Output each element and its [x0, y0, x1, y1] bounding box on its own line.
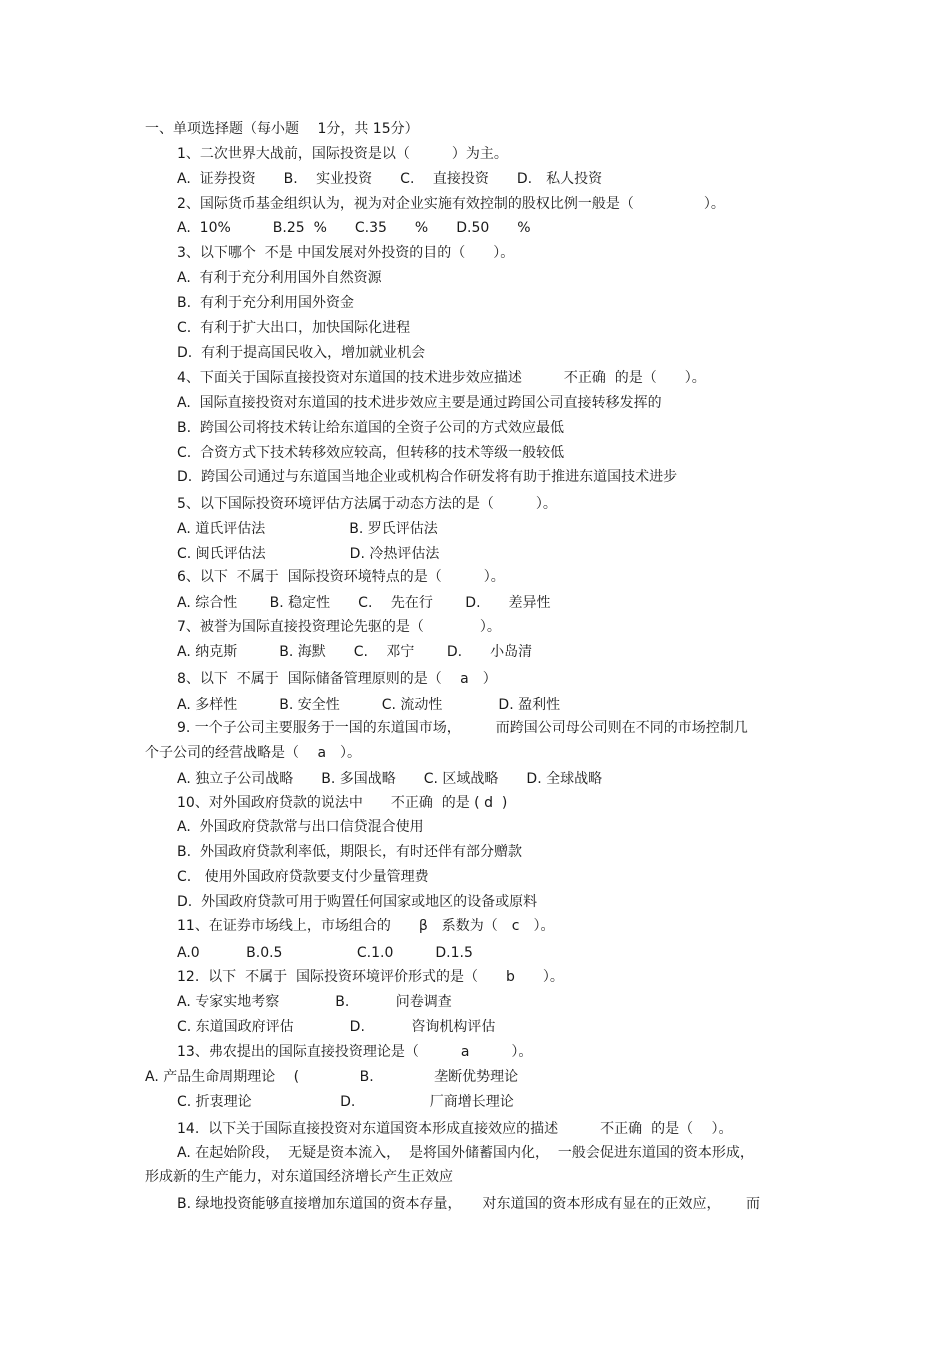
question-13-stem: 13、弗农提出的国际直接投资理论是（ a ）。 [177, 1044, 533, 1060]
question-14-option-a-line1: A. 在起始阶段， 无疑是资本流入， 是将国外储蓄国内化， 一般会促进东道国的资本形成， [177, 1145, 754, 1161]
question-6-options: A. 综合性 B. 稳定性 C. 先在行 D. 差异性 [177, 595, 551, 611]
question-3-option-c: C. 有利于扩大出口，加快国际化进程 [177, 320, 411, 336]
question-14-stem: 14. 以下关于国际直接投资对东道国资本形成直接效应的描述 不正确 的是（ ）。 [177, 1121, 733, 1137]
question-9-stem-line2: 个子公司的经营战略是（ a ）。 [145, 745, 362, 761]
question-5-options-row1: A. 道氏评估法 B. 罗氏评估法 [177, 521, 438, 537]
question-12-options-row2: C. 东道国政府评估 D. 咨询机构评估 [177, 1019, 496, 1035]
question-5-stem: 5、以下国际投资环境评估方法属于动态方法的是（ ）。 [177, 496, 557, 512]
question-8-options: A. 多样性 B. 安全性 C. 流动性 D. 盈利性 [177, 697, 561, 713]
question-14-option-a-line2: 形成新的生产能力，对东道国经济增长产生正效应 [145, 1169, 453, 1185]
question-4-stem: 4、下面关于国际直接投资对东道国的技术进步效应描述 不正确 的是（ ）。 [177, 370, 706, 386]
question-2-options: A. 10% B.25 % C.35 % D.50 % [177, 220, 531, 236]
question-12-stem: 12. 以下 不属于 国际投资环境评价形式的是（ b ）。 [177, 969, 564, 985]
question-4-option-a: A. 国际直接投资对东道国的技术进步效应主要是通过跨国公司直接转移发挥的 [177, 395, 662, 411]
question-11-options: A.0 B.0.5 C.1.0 D.1.5 [177, 945, 473, 961]
question-3-option-b: B. 有利于充分利用国外资金 [177, 295, 354, 311]
question-13-options-row1: A. 产品生命周期理论 ( B. 垄断优势理论 [145, 1069, 519, 1085]
question-4-option-c: C. 合资方式下技术转移效应较高，但转移的技术等级一般较低 [177, 445, 565, 461]
section-title: 一、单项选择题（每小题 1分，共 15分） [145, 121, 419, 137]
question-10-option-b: B. 外国政府贷款利率低，期限长，有时还伴有部分赠款 [177, 844, 522, 860]
question-10-option-c: C. 使用外国政府贷款要支付少量管理费 [177, 869, 429, 885]
question-12-options-row1: A. 专家实地考察 B. 问卷调查 [177, 994, 452, 1010]
question-3-option-a: A. 有利于充分利用国外自然资源 [177, 270, 382, 286]
question-10-option-d: D. 外国政府贷款可用于购置任何国家或地区的设备或原料 [177, 894, 538, 910]
question-4-option-d: D. 跨国公司通过与东道国当地企业或机构合作研发将有助于推进东道国技术进步 [177, 469, 678, 485]
question-5-options-row2: C. 闽氏评估法 D. 冷热评估法 [177, 546, 440, 562]
question-7-stem: 7、被誉为国际直接投资理论先驱的是（ ）。 [177, 619, 501, 635]
question-14-option-b-line1: B. 绿地投资能够直接增加东道国的资本存量， 对东道国的资本形成有显在的正效应， 而 [177, 1196, 760, 1212]
question-11-stem: 11、在证券市场线上，市场组合的 β 系数为（ c ）。 [177, 918, 555, 934]
question-1-stem: 1、二次世界大战前，国际投资是以（ ）为主。 [177, 146, 508, 162]
question-6-stem: 6、以下 不属于 国际投资环境特点的是（ ）。 [177, 569, 505, 585]
question-9-options: A. 独立子公司战略 B. 多国战略 C. 区域战略 D. 全球战略 [177, 771, 603, 787]
question-2-stem: 2、国际货币基金组织认为，视为对企业实施有效控制的股权比例一般是（ ）。 [177, 196, 725, 212]
question-4-option-b: B. 跨国公司将技术转让给东道国的全资子公司的方式效应最低 [177, 420, 564, 436]
question-3-stem: 3、以下哪个 不是 中国发展对外投资的目的（ ）。 [177, 245, 515, 261]
question-7-options: A. 纳克斯 B. 海默 C. 邓宁 D. 小岛清 [177, 644, 533, 660]
question-9-stem-line1: 9. 一个子公司主要服务于一国的东道国市场， 而跨国公司母公司则在不同的市场控制几 [177, 720, 748, 736]
question-10-stem: 10、对外国政府贷款的说法中 不正确 的是 ( d ) [177, 795, 508, 811]
question-1-options: A. 证券投资 B. 实业投资 C. 直接投资 D. 私人投资 [177, 171, 603, 187]
question-8-stem: 8、以下 不属于 国际储备管理原则的是（ a ） [177, 671, 497, 687]
question-13-options-row2: C. 折衷理论 D. 厂商增长理论 [177, 1094, 514, 1110]
question-10-option-a: A. 外国政府贷款常与出口信贷混合使用 [177, 819, 424, 835]
question-3-option-d: D. 有利于提高国民收入，增加就业机会 [177, 345, 426, 361]
